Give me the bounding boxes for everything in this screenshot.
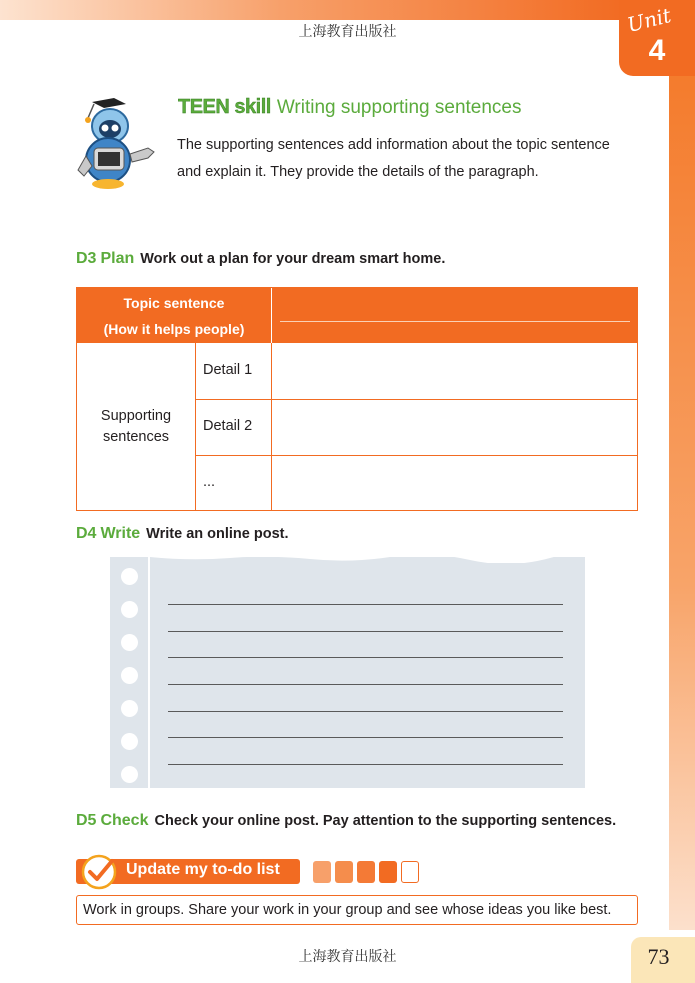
binder-hole [121,766,138,783]
writing-notebook[interactable] [110,557,585,788]
d4-code: D4 [76,525,97,542]
page-number: 73 [647,944,670,969]
topic-sentence-label: Topic sentence [123,295,225,311]
d5-word: Check [100,812,149,829]
plan-table [76,287,638,511]
progress-square [357,861,375,883]
d5-instruction: Check your online post. Pay attention to the supporting sentences. [154,813,617,829]
d3-instruction: Work out a plan for your dream smart home. [140,251,446,267]
teen-skill-body-line: and explain it. They provide the details of the paragraph. [177,164,539,180]
table-divider [195,343,196,511]
d5-heading [76,812,616,830]
unit-tab [619,0,695,76]
topic-sentence-answer-field[interactable] [271,288,638,343]
detail-2-answer-field[interactable] [272,400,637,455]
writing-line[interactable] [168,657,563,658]
footer-publisher: 上海教育出版社 [298,949,397,965]
d4-heading [76,525,289,543]
progress-square [335,861,353,883]
notebook-margin [148,557,150,788]
writing-line[interactable] [168,604,563,605]
unit-word: Unit [624,3,674,37]
top-banner [0,0,625,20]
binder-hole [121,700,138,717]
progress-square [401,861,419,883]
writing-line[interactable] [168,711,563,712]
teen-skill-body-line: The supporting sentences add information about the topic sentence [177,137,610,153]
teen-skill-label: TEEN skill [178,96,271,118]
robot-mascot-icon [74,96,170,192]
binder-hole [121,733,138,750]
supporting-sentences-label [77,406,195,448]
torn-edge [150,555,585,563]
topic-sentence-hint: (How it helps people) [103,321,245,337]
supporting-label-line: sentences [102,429,170,445]
d5-code: D5 [76,812,97,829]
teen-skill-title: Writing supporting sentences [276,97,522,118]
detail-1-answer-field[interactable] [272,344,637,399]
binder-hole [121,568,138,585]
d3-code: D3 [76,250,97,267]
d4-instruction: Write an online post. [146,526,289,542]
right-side-strip [669,70,695,930]
detail-more-answer-field[interactable] [272,456,637,511]
writing-line[interactable] [168,764,563,765]
teen-skill-body [177,132,647,186]
detail-more-label: ... [203,474,216,490]
supporting-label-line: Supporting [100,408,172,424]
binder-hole [121,667,138,684]
writing-line[interactable] [168,631,563,632]
d3-heading [76,250,445,268]
d4-word: Write [100,525,141,542]
header-publisher: 上海教育出版社 [298,24,397,40]
writing-line[interactable] [168,684,563,685]
detail-2-label: Detail 2 [203,418,253,434]
binder-hole [121,634,138,651]
topic-sentence-header [77,288,271,343]
writing-line[interactable] [168,737,563,738]
check-circle-icon [80,853,118,891]
progress-square [379,861,397,883]
binder-hole [121,601,138,618]
answer-line [280,321,630,322]
d3-word: Plan [100,250,135,267]
unit-number: 4 [648,34,666,67]
todo-label: Update my to-do list [126,861,280,878]
teen-skill-heading [178,96,521,119]
detail-1-label: Detail 1 [203,362,253,378]
progress-square [313,861,331,883]
todo-task: Work in groups. Share your work in your group and see whose ideas you like best. [76,895,638,925]
